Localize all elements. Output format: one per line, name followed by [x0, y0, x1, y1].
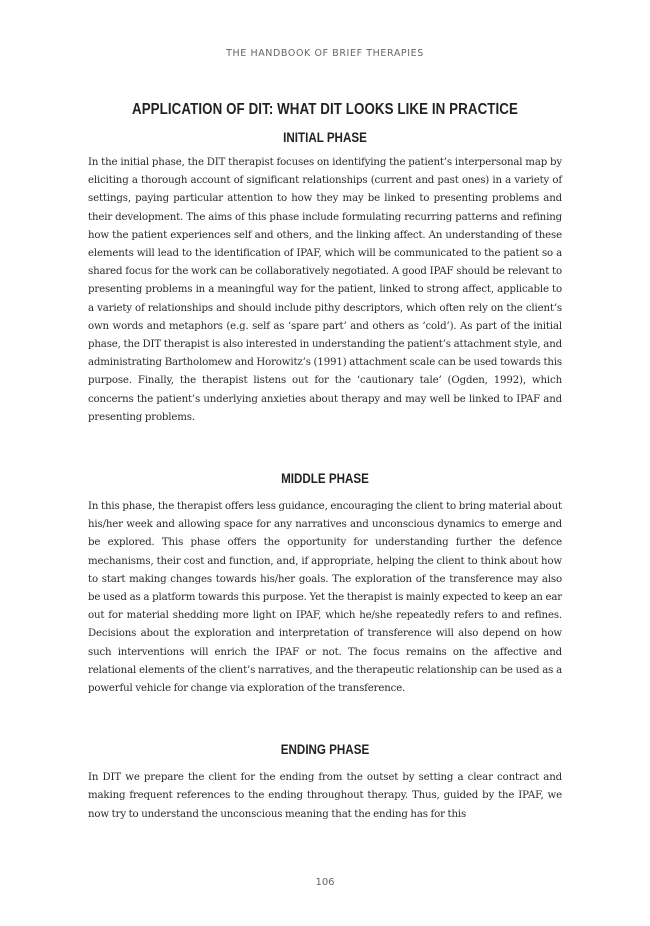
- page-number: 106: [315, 877, 335, 888]
- initial-phase-paragraph: In the initial phase, the DIT therapist focuses on identifying the patient’s interpersonal map by eliciting a thorough account of significant relationships (current and past ones) in a variety of settings, paying particular attention to how they may be linked to presenting problems and their development. The aims of this phase include formulating recurring patterns and refining how the patient experiences self and others, and the linking affect. An understanding of these elements will lead to the identification of IPAF, which will be communicated to the patient so a shared focus for the work can be collaboratively negotiated. A good IPAF should be relevant to presenting problems in a meaningful way for the patient, linked to strong affect, applicable to a variety of relationships and should include pithy descriptors, which often rely on the client’s own words and metaphors (e.g. self as ‘spare part’ and others as ‘cold’). As part of the initial phase, the DIT therapist is also interested in understanding the patient’s attachment style, and administrating Bartholomew and Horowitz’s (1991) attachment scale can be used towards this purpose. Finally, the therapist listens out for the ‘cautionary tale’ (Ogden, 1992), which concerns the patient’s underlying anxieties about therapy and may well be linked to IPAF and presenting problems.: [88, 157, 562, 423]
- ending-phase-paragraph: In DIT we prepare the client for the ending from the outset by setting a clear contract and making frequent references to the ending throughout therapy. Thus, guided by the IPAF, we now try to understand the unconscious meaning that the ending has for this: [88, 772, 562, 820]
- running-head: THE HANDBOOK OF BRIEF THERAPIES: [226, 48, 424, 59]
- initial-phase-heading: INITIAL PHASE: [283, 130, 367, 145]
- section-title: APPLICATION OF DIT: WHAT DIT LOOKS LIKE IN PRACTICE: [131, 101, 519, 118]
- middle-phase-heading: MIDDLE PHASE: [281, 471, 369, 487]
- ending-phase-heading: ENDING PHASE: [280, 742, 370, 758]
- page-content: [88, 98, 562, 824]
- middle-phase-paragraph: In this phase, the therapist offers less guidance, encouraging the client to bring material about his/her week and allowing space for any narratives and unconscious dynamics to emerge and be explored. This phase offers the opportunity for understanding further the defence mechanisms, their cost and function, and, if appropriate, helping the client to think about how to start making changes towards his/her goals. The exploration of the transference may also be used as a platform towards this purpose. Yet the therapist is mainly expected to keep an ear out for material shedding more light on IPAF, which he/​she repeatedly refers to and refines. Decisions about the exploration and interpretation of transference will also depend on how such interventions will enrich the IPAF or not. The focus remains on the affective and relational elements of the client’s narratives, and the therapeutic relationship can be used as a powerful vehicle for change via exploration of the transference.: [88, 501, 562, 695]
